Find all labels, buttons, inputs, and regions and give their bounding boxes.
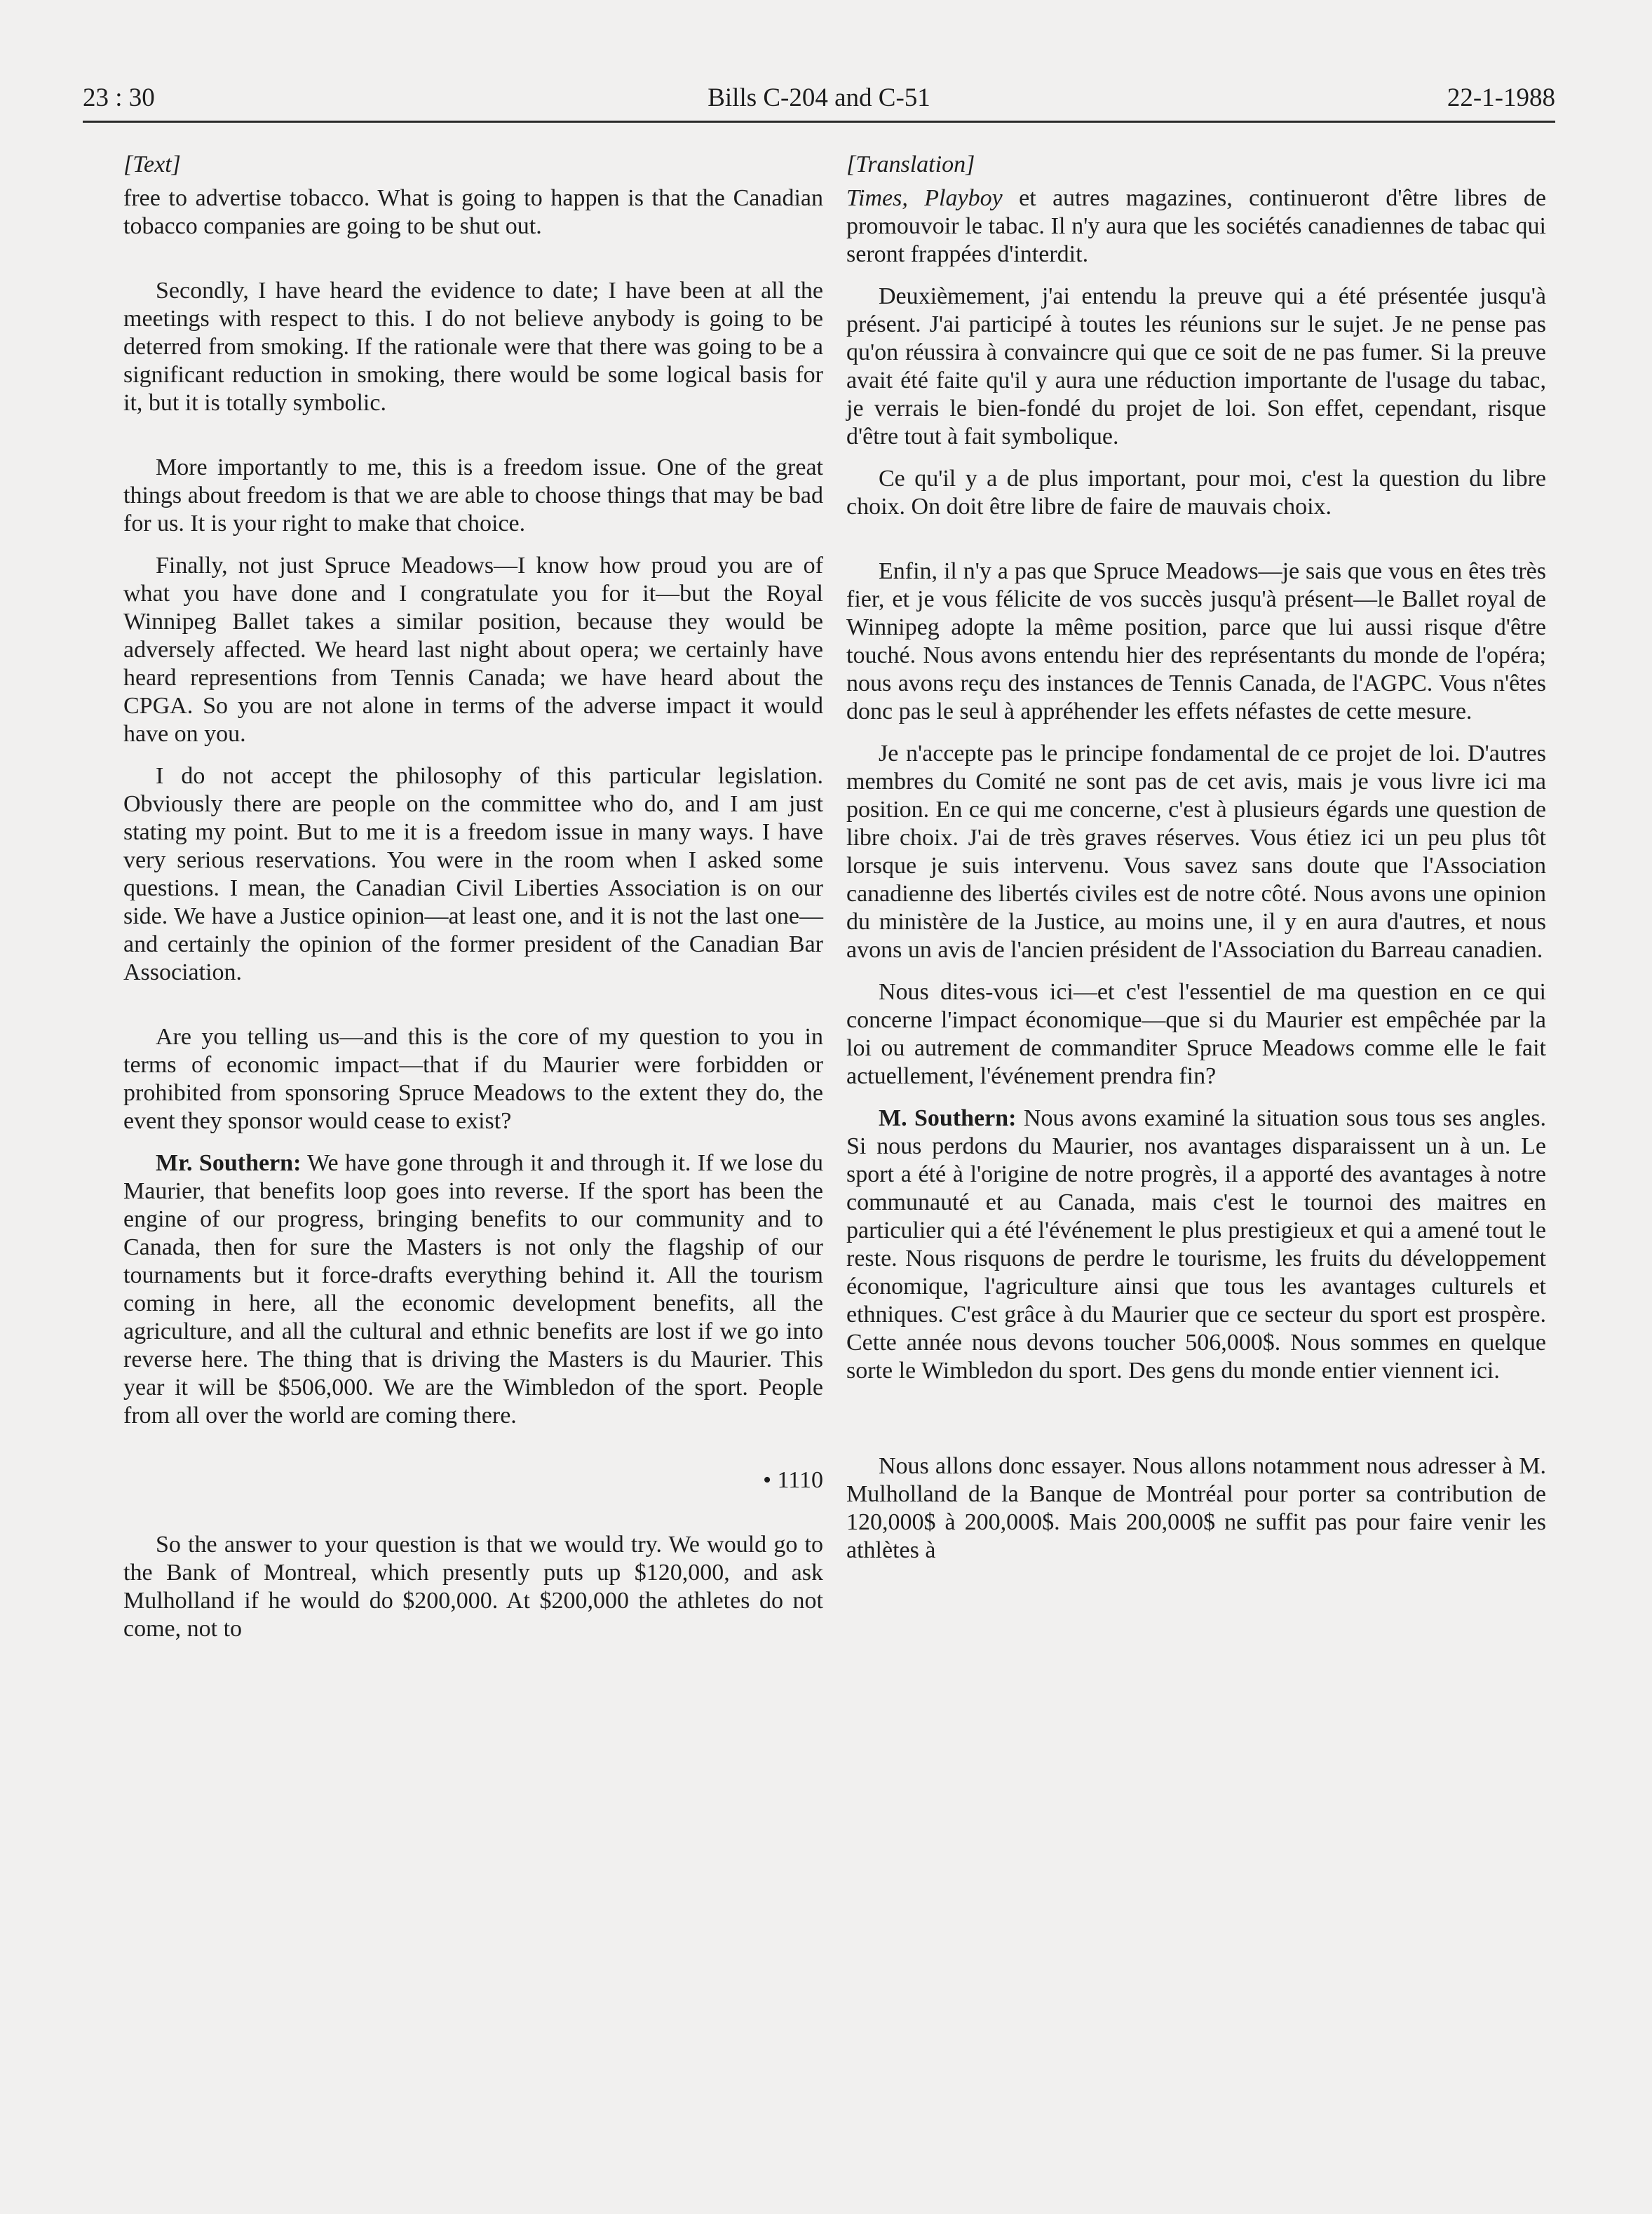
paragraph: Enfin, il n'y a pas que Spruce Meadows—je sais que vous en êtes très fier, et je vous félicite de vos succès jusqu'à présent—le Ballet royal de Winnipeg adopte la même position, parce que lui aussi risque d'être touché. Nous avons entendu hier des représentants du monde de l'opéra; nous avons reçu des instances de Tennis Canada, de l'AGPC. Vous n'êtes donc pas le seul à appréhender les effets néfastes de cette mesure. — [846, 558, 1546, 724]
translation-label: [Translation] — [846, 151, 975, 177]
paragraph: Finally, not just Spruce Meadows—I know how proud you are of what you have done and I congratulate you for it—but the Royal Winnipeg Ballet takes a similar position, because they would be adversely affected. We heard last night about opera; we certainly have heard representions from Tennis Canada; we have heard about the CPGA. So you are not alone in terms of the adverse impact it would have on you. — [123, 553, 823, 747]
paragraph: More importantly to me, this is a freedom issue. One of the great things about freedom is that we are able to choose things that may be bad for us. It is your right to make that choice. — [123, 454, 823, 536]
page-number: 23 : 30 — [83, 83, 155, 112]
paragraph: Je n'accepte pas le principe fondamental de ce projet de loi. D'autres membres du Comité ne sont pas de cet avis, mais je vous livre ici ma position. En ce qui me concerne, c'est à plusieurs égards une question de libre choix. J'ai de très graves réserves. Vous étiez ici un peu plus tôt lorsque je suis intervenu. Vous savez sans doute que l'Association canadienne des libertés civiles est de notre côté. Nous avons une opinion du ministère de la Justice, au moins une, il y en aura d'autres, et nous avons un avis de l'ancien président de l'Association du Barreau canadien. — [846, 741, 1546, 963]
document-title: Bills C-204 and C-51 — [707, 83, 930, 112]
document-date: 22-1-1988 — [1447, 83, 1555, 112]
paragraph-text: et autres magazines, continueront d'être libres de promouvoir le tabac. Il n'y aura que les sociétés canadiennes de tabac qui seront frappées d'interdit. — [846, 185, 1546, 267]
magazine-names: Times, Playboy — [846, 185, 1003, 211]
paragraph: Ce qu'il y a de plus important, pour moi, c'est la question du libre choix. On doit être libre de faire de mauvais choix. — [846, 466, 1546, 520]
paragraph: Deuxièmement, j'ai entendu la preuve qui a été présentée jusqu'à présent. J'ai participé à toutes les réunions sur le sujet. Je ne pense pas qu'on réussira à convaincre qui que ce soit de ne pas fumer. Si la preuve avait été faite qu'il y aura une réduction importante de l'usage du tabac, je verrais le bien-fondé du projet de loi. Son effet, cependant, risque d'être tout à fait symbolique. — [846, 283, 1546, 450]
page-header — [83, 83, 1555, 125]
speaker-paragraph — [123, 1149, 823, 1430]
speaker-paragraph — [846, 1105, 1546, 1385]
paragraph: Nous dites-vous ici—et c'est l'essentiel de ma question en ce qui concerne l'impact économique—que si du Maurier est empêchée par la loi ou autrement de commanditer Spruce Meadows comme elle le fait actuellement, l'événement prendra fin? — [846, 979, 1546, 1089]
paragraph: Are you telling us—and this is the core of my question to you in terms of economic impact—that if du Maurier were forbidden or prohibited from sponsoring Spruce Meadows to the extent they do, the event they sponsor would cease to exist? — [123, 1024, 823, 1134]
paragraph: I do not accept the philosophy of this particular legislation. Obviously there are people on the committee who do, and I am just stating my point. But to me it is a freedom issue in many ways. I have very serious reservations. You were in the room when I asked some questions. I mean, the Canadian Civil Liberties Association is on our side. We have a Justice opinion—at least one, and it is not the last one—and certainly the opinion of the former president of the Canadian Bar Association. — [123, 763, 823, 985]
speaker-text: Nous avons examiné la situation sous tous ses angles. Si nous perdons du Maurier, nos avantages disparaissent un à un. Le sport a été à l'origine de notre progrès, il a apporté des avantages à notre communauté et au Canada, mais c'est le tournoi des maitres en particulier qui a été l'événement le plus prestigieux et qui a amené tout le reste. Nous risquons de perdre le tourisme, les fruits du développement économique, l'agriculture ainsi que tous les avantages culturels et ethniques. C'est grâce à du Maurier que ce secteur du sport est prospère. Cette année nous devons toucher 506,000$. Nous sommes en quelque sorte le Wimbledon du sport. Des gens du monde entier viennent ici. — [846, 1105, 1546, 1384]
speaker-name: M. Southern: — [879, 1105, 1017, 1131]
paragraph: Secondly, I have heard the evidence to date; I have been at all the meetings with respect to this. I do not believe anybody is going to be deterred from smoking. If the rationale were that there was going to be a significant reduction in smoking, there would be some logical basis for it, but it is totally symbolic. — [123, 278, 823, 416]
paragraph: Nous allons donc essayer. Nous allons notamment nous adresser à M. Mulholland de la Banque de Montréal pour porter sa contribution de 120,000$ à 200,000$. Mais 200,000$ ne suffit pas pour faire venir les athlètes à — [846, 1453, 1546, 1563]
french-column — [846, 151, 1546, 1579]
time-marker: • 1110 — [763, 1467, 823, 1493]
speaker-name: Mr. Southern: — [156, 1150, 302, 1176]
paragraph: free to advertise tobacco. What is going to happen is that the Canadian tobacco companies are going to be shut out. — [123, 185, 823, 239]
english-column — [123, 151, 823, 1657]
header-rule — [83, 121, 1555, 123]
speaker-text: We have gone through it and through it. If we lose du Maurier, that benefits loop goes into reverse. If the sport has been the engine of our progress, bringing benefits to our community and to Canada, then for sure the Masters is not only the flagship of our tournaments but it force-drafts everything behind it. All the tourism coming in here, all the economic development benefits, all the agriculture, and all the cultural and ethnic benefits are lost if we go into reverse here. The thing that is driving the Masters is du Maurier. This year it will be $506,000. We are the Wimbledon of the sport. People from all over the world are coming there. — [123, 1150, 823, 1429]
paragraph: So the answer to your question is that we would try. We would go to the Bank of Montreal, which presently puts up $120,000, and ask Mulholland if he would do $200,000. At $200,000 the athletes do not come, not to — [123, 1532, 823, 1642]
text-label: [Text] — [123, 151, 181, 177]
paragraph — [846, 184, 1546, 269]
